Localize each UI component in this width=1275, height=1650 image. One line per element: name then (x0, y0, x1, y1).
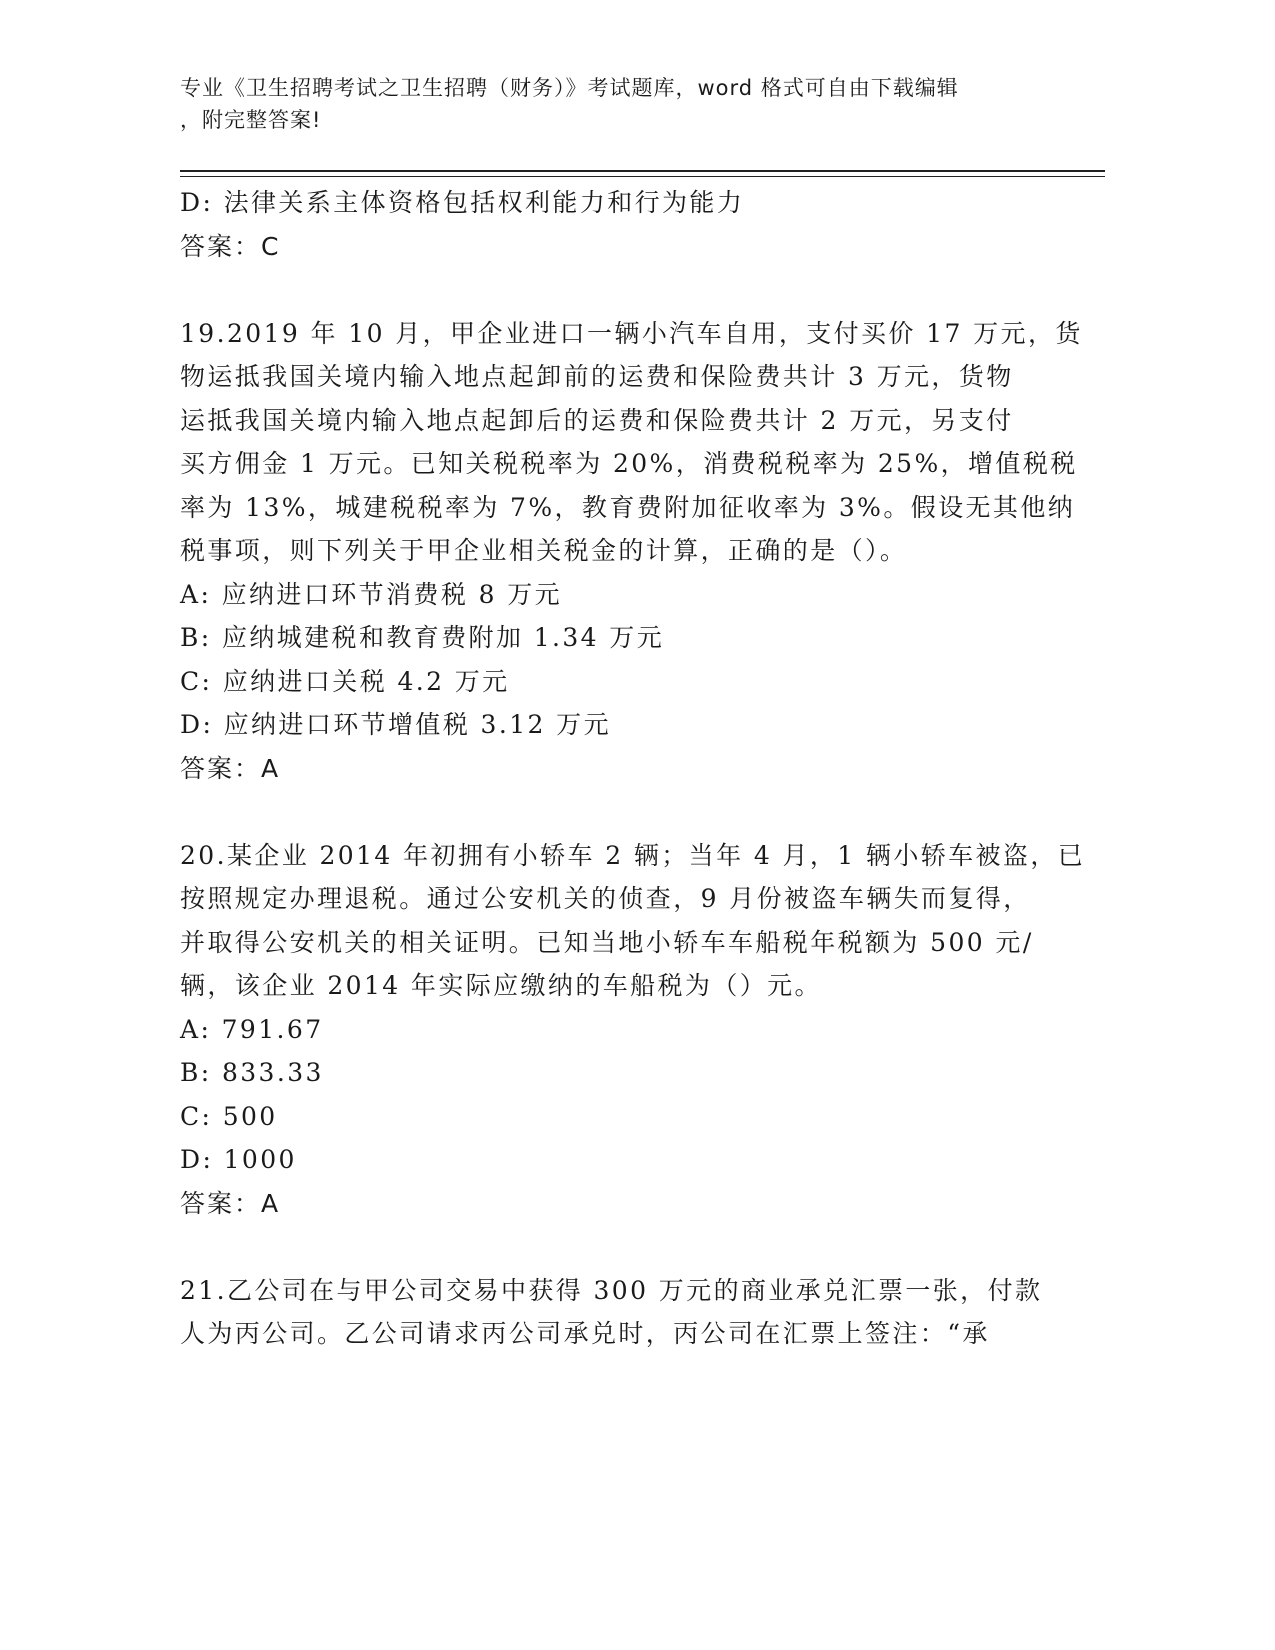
question-stem-line: 运抵我国关境内输入地点起卸后的运费和保险费共计 2 万元，另支付 (180, 405, 1014, 435)
question-stem-line: 按照规定办理退税。通过公安机关的侦查，9 月份被盗车辆失而复得， (180, 884, 1031, 913)
header-divider-thin (180, 176, 1105, 177)
question-stem-line: 人为丙公司。乙公司请求丙公司承兑时，丙公司在汇票上签注：“承 (180, 1319, 990, 1348)
question-stem-line: 并取得公安机关的相关证明。已知当地小轿车车船税年税额为 500 元/ (180, 927, 1034, 957)
question-20 (180, 834, 1086, 1226)
option-b: B: 833.33 (180, 1058, 324, 1087)
answer-line: 答案：C (180, 231, 281, 261)
spacer (180, 790, 1040, 834)
option-d: D: 应纳进口环节增值税 3.12 万元 (180, 710, 611, 739)
header-divider-thick (180, 170, 1105, 172)
option-a: A: 应纳进口环节消费税 8 万元 (180, 579, 563, 609)
document-header (180, 72, 1060, 136)
question-stem-line: 率为 13%，城建税税率为 7%，教育费附加征收率为 3%。假设无其他纳 (180, 492, 1076, 522)
option-b: B: 应纳城建税和教育费附加 1.34 万元 (180, 623, 665, 652)
spacer (180, 1225, 1040, 1269)
previous-question-tail (180, 181, 1040, 268)
answer-line: 答案：A (180, 753, 281, 783)
option-d: D: 1000 (180, 1145, 297, 1174)
question-stem-line: 物运抵我国关境内输入地点起卸前的运费和保险费共计 3 万元，货物 (180, 362, 1014, 391)
question-21 (180, 1269, 1043, 1356)
question-stem-line: 买方佣金 1 万元。已知关税税率为 20%，消费税税率为 25%，增值税税 (180, 449, 1078, 478)
header-line-2: ，附完整答案! (180, 108, 322, 132)
option-c: C: 应纳进口关税 4.2 万元 (180, 666, 510, 696)
question-stem-line: 辆，该企业 2014 年实际应缴纳的车船税为（）元。 (180, 971, 822, 1000)
question-content (180, 181, 1086, 1356)
spacer (180, 268, 1040, 312)
option-a: A: 791.67 (180, 1014, 324, 1044)
question-stem-line: 19.2019 年 10 月，甲企业进口一辆小汽车自用，支付买价 17 万元，货 (180, 318, 1083, 348)
option-c: C: 500 (180, 1101, 278, 1131)
header-line-1: 专业《卫生招聘考试之卫生招聘（财务）》考试题库，word 格式可自由下载编辑 (180, 76, 959, 100)
question-stem-line: 税事项，则下列关于甲企业相关税金的计算，正确的是（）。 (180, 536, 908, 565)
question-stem-line: 21.乙公司在与甲公司交易中获得 300 万元的商业承兑汇票一张，付款 (180, 1275, 1043, 1305)
option-d: D: 法律关系主体资格包括权利能力和行为能力 (180, 188, 745, 217)
answer-line: 答案：A (180, 1188, 281, 1218)
question-stem-line: 20.某企业 2014 年初拥有小轿车 2 辆；当年 4 月，1 辆小轿车被盗，已 (180, 840, 1086, 870)
question-19 (180, 312, 1083, 791)
